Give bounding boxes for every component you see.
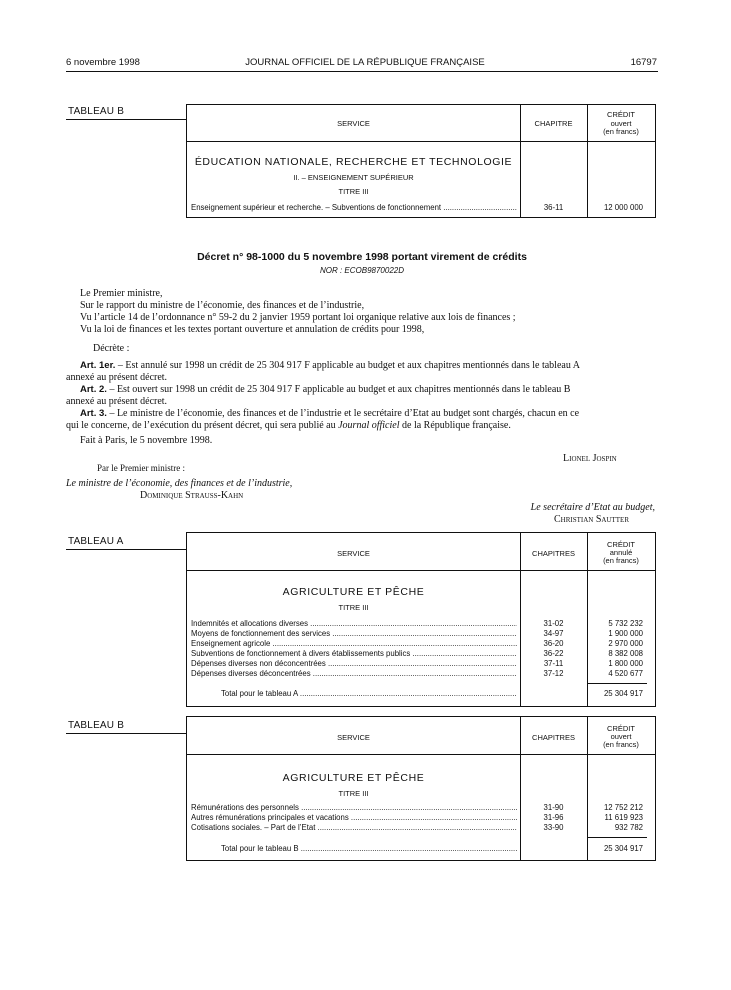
titre-heading: TITRE III [338,603,369,612]
table-row [187,823,655,833]
table-b-top [186,104,656,218]
row-amount: 932 782 [614,823,643,832]
table-a-label: TABLEAU A [68,536,124,547]
column-header-service: SERVICE [337,119,370,128]
article-2-cont: annexé au présent décret. [66,396,168,407]
column-header-credit-1: CRÉDIT [607,110,635,119]
row-label: Enseignement agricole ..... [191,639,517,649]
column-header-chapitres: CHAPITRES [532,733,575,742]
table-row [187,659,655,669]
table-b-top-label: TABLEAU B [68,106,125,117]
row-amount: 1 800 000 [608,659,643,668]
column-header-service: SERVICE [337,733,370,742]
intro-line: Vu l’article 14 de l’ordonnance n° 59-2 du 2 janvier 1959 portant loi organique relative aux lois de finances ; [80,312,516,323]
section-heading: II. – ENSEIGNEMENT SUPÉRIEUR [293,173,414,182]
row-amount: 12 000 000 [603,203,643,212]
table-a [186,532,656,707]
signature-premier-ministre: Lionel Jospin [563,453,617,464]
row-label: Indemnités et allocations diverses ..... [191,619,517,629]
row-label: Dépenses diverses non déconcentrées ..... [191,659,517,669]
table-row [187,669,655,679]
intro-line: Sur le rapport du ministre de l’économie, des finances et de l’industrie, [80,300,365,311]
article-2-text: – Est ouvert sur 1998 un crédit de 25 304 917 F applicable au budget et aux chapitres mentionnés dans le tableau B [106,384,571,395]
row-label: Moyens de fonctionnement des services ..... [191,629,517,639]
header-date: 6 novembre 1998 [66,57,140,68]
decrete-heading: Décrète : [93,343,130,354]
total-label: Total pour le tableau A ..... [221,689,517,699]
row-label: Dépenses diverses déconcentrées ..... [191,669,517,679]
table-row [187,803,655,813]
secretary-title: Le secrétaire d’Etat au budget, [530,502,655,513]
article-1 [80,360,658,373]
row-chapitre: 37-11 [543,659,564,668]
table-label-rule [66,549,186,550]
row-chapitre: 37-12 [543,669,564,678]
ministry-heading: AGRICULTURE ET PÊCHE [282,772,425,784]
total-amount: 25 304 917 [603,844,643,853]
column-header-credit-1: CRÉDIT [607,724,635,733]
column-header-credit-3: (en francs) [603,740,639,749]
article-2-label: Art. 2. [80,384,107,395]
column-header-credit-2: ouvert [610,732,632,741]
table-label-rule [66,119,186,120]
minister-name: Dominique Strauss-Kahn [140,490,244,501]
decree-title: Décret n° 98-1000 du 5 novembre 1998 portant virement de crédits [197,251,527,263]
column-header-chapitre: CHAPITRE [534,119,573,128]
row-label: Enseignement supérieur et recherche. – Subventions de fonctionnement ..... [191,203,517,213]
article-1-label: Art. 1er. [80,360,116,371]
par-le-premier-ministre: Par le Premier ministre : [97,463,185,473]
secretary-name: Christian Sautter [553,514,629,525]
column-header-credit-3: (en francs) [603,556,639,565]
article-1-cont: annexé au présent décret. [66,372,168,383]
total-label: Total pour le tableau B ..... [221,844,517,854]
article-2 [80,384,658,397]
row-chapitre: 36-22 [543,649,564,658]
row-label: Rémunérations des personnels ..... [191,803,517,813]
ministry-heading: ÉDUCATION NATIONALE, RECHERCHE ET TECHNOLOGIE [194,156,513,168]
total-row [187,844,655,854]
table-b-bottom-label: TABLEAU B [68,720,125,731]
total-amount: 25 304 917 [603,689,643,698]
table-row [187,813,655,823]
minister-title: Le ministre de l’économie, des finances et de l’industrie, [66,478,293,489]
table-row [187,203,655,213]
row-label: Autres rémunérations principales et vacations ..... [191,813,517,823]
table-row [187,619,655,629]
column-header-credit-2: annulé [609,548,633,557]
table-row [187,639,655,649]
article-1-text: – Est annulé sur 1998 un crédit de 25 304 917 F applicable au budget et aux chapitres mentionnés dans le tableau A [115,360,580,371]
header-page-number: 16797 [630,57,657,68]
row-amount: 1 900 000 [608,629,643,638]
column-header-credit-3: (en francs) [603,127,639,136]
row-amount: 4 520 677 [608,669,643,678]
column-header-credit-1: CRÉDIT [607,540,635,549]
row-amount: 12 752 212 [603,803,643,812]
row-amount: 8 382 008 [608,649,643,658]
table-label-rule [66,733,186,734]
intro-line: Vu la loi de finances et les textes portant ouverture et annulation de crédits pour 1998, [80,324,425,335]
fait-a-paris: Fait à Paris, le 5 novembre 1998. [80,435,213,446]
header-rule [66,71,658,72]
row-chapitre: 33-90 [543,823,564,832]
ministry-heading: AGRICULTURE ET PÊCHE [282,586,425,598]
table-b-bottom [186,716,656,861]
article-3-text-c: de la République française. [399,420,511,431]
total-rule [587,683,647,684]
column-header-service: SERVICE [337,549,370,558]
column-header-chapitres: CHAPITRES [532,549,575,558]
article-3-cont [66,420,644,433]
row-chapitre: 31-02 [543,619,564,628]
table-row [187,649,655,659]
row-chapitre: 36-20 [543,639,564,648]
row-chapitre: 34-97 [543,629,564,638]
row-chapitre: 36-11 [543,203,564,212]
row-chapitre: 31-96 [543,813,564,822]
header-journal: JOURNAL OFFICIEL DE LA RÉPUBLIQUE FRANÇAISE [245,57,485,68]
total-rule [587,837,647,838]
row-label: Cotisations sociales. – Part de l’Etat ..... [191,823,517,833]
article-3-text-b: Journal officiel [338,420,400,431]
row-amount: 2 970 000 [608,639,643,648]
article-3-text: – Le ministre de l’économie, des finances et de l’industrie et le secrétaire d’Etat au budget sont chargés, chacun en ce [106,408,580,419]
intro-line: Le Premier ministre, [80,288,163,299]
row-label: Subventions de fonctionnement à divers établissements publics ..... [191,649,517,659]
row-amount: 11 619 923 [604,813,643,822]
article-3-label: Art. 3. [80,408,107,419]
decree-nor: NOR : ECOB9870022D [319,266,405,275]
total-row [187,689,655,699]
row-chapitre: 31-90 [543,803,564,812]
row-amount: 5 732 232 [608,619,643,628]
article-3-text-a: qui le concerne, de l’exécution du présent décret, qui sera publié au [66,420,339,431]
titre-heading: TITRE III [338,789,369,798]
article-3 [80,408,658,421]
titre-heading: TITRE III [338,187,369,196]
table-row [187,629,655,639]
column-header-credit-2: ouvert [610,119,632,128]
